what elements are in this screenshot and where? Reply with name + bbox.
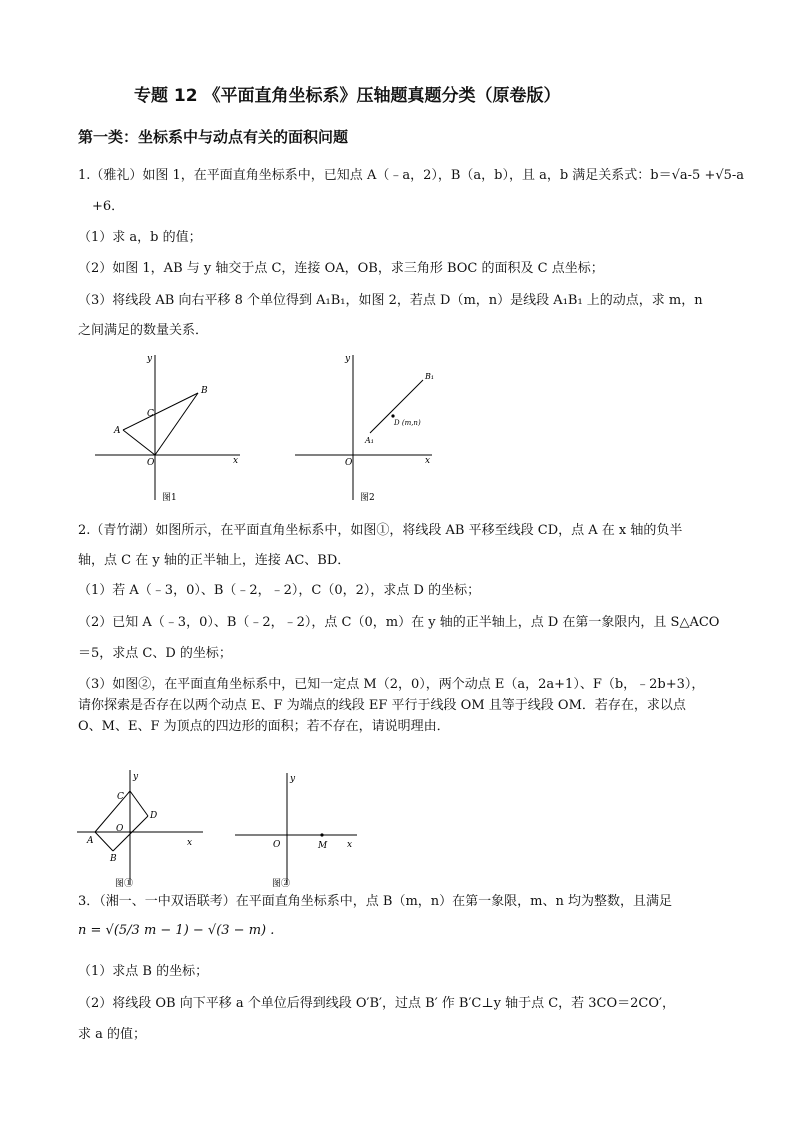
q2-part3: （3）如图②，在平面直角坐标系中，已知一定点 M（2，0），两个动点 E（a，2a+1）、F（b，﹣2b+3）， xyxy=(78,677,705,692)
q1-part1: （1）求 a，b 的值； xyxy=(78,230,202,245)
fig-q2b-caption: 图② xyxy=(272,879,291,889)
q3-part1: （1）求点 B 的坐标； xyxy=(78,964,209,979)
fig-q2a-x-label: x xyxy=(187,838,193,848)
q2-part3-cont1: 请你探索是否存在以两个动点 E、F 为端点的线段 EF 平行于线段 OM 且等于线段 OM．若存在，求以点 xyxy=(78,698,686,713)
q3-stem: 3．（湘一、一中双语联考）在平面直角坐标系中，点 B（m，n）在第一象限，m、n 均为整数，且满足 xyxy=(78,894,672,909)
fig-q2a-b-label: B xyxy=(110,854,117,864)
fig2-o-label: O xyxy=(345,458,353,468)
q1-stem-cont: +6． xyxy=(92,199,125,214)
fig-q2a-d-label: D xyxy=(150,811,158,821)
fig2-a1-label: A₁ xyxy=(365,436,374,445)
fig-q2b-x-label: x xyxy=(347,840,353,850)
q1-figure-2 xyxy=(290,345,450,505)
fig1-c-label: C xyxy=(147,409,154,419)
q1-part3: （3）将线段 AB 向右平移 8 个单位得到 A₁B₁，如图 2，若点 D（m，n）是线段 A₁B₁ 上的动点，求 m，n xyxy=(78,293,703,308)
q1-part3-cont: 之间满足的数量关系． xyxy=(78,323,209,338)
fig-q2b-y-label: y xyxy=(290,774,296,784)
q2-stem: 2.（青竹湖）如图所示，在平面直角坐标系中，如图①，将线段 AB 平移至线段 CD，点 A 在 x 轴的负半 xyxy=(78,523,683,538)
q2-figure-1 xyxy=(75,765,215,890)
fig1-o-label: O xyxy=(147,458,155,468)
fig-q2b-m-label: M xyxy=(318,841,328,851)
fig1-b-label: B xyxy=(201,386,208,396)
section-heading: 第一类：坐标系中与动点有关的面积问题 xyxy=(78,128,349,146)
page-title: 专题 12 《平面直角坐标系》压轴题真题分类（原卷版） xyxy=(134,86,561,106)
q1-figure-1 xyxy=(90,345,250,505)
fig-q2a-caption: 图① xyxy=(115,879,134,889)
fig-q2a-a-label: A xyxy=(87,836,94,846)
q3-part2-cont: 求 a 的值； xyxy=(78,1027,147,1042)
fig-q2a-y-label: y xyxy=(133,772,139,782)
fig2-x-label: x xyxy=(425,456,431,466)
fig1-caption: 图1 xyxy=(162,493,177,503)
fig-q2b-o-label: O xyxy=(273,840,281,850)
q2-part2-cont: ＝5，求点 C、D 的坐标； xyxy=(78,646,232,661)
q2-part3-cont2: O、M、E、F 为顶点的四边形的面积；若不存在，请说明理由． xyxy=(78,719,450,734)
q2-part2: （2）已知 A（﹣3，0）、B（﹣2，﹣2），点 C（0，m）在 y 轴的正半轴上，点 D 在第一象限内，且 S△ACO xyxy=(78,615,720,630)
fig-q2a-o-label: O xyxy=(116,824,124,834)
q3-formula: n = √(5/3 m − 1) − √(3 − m) . xyxy=(78,923,275,938)
q2-stem-cont: 轴，点 C 在 y 轴的正半轴上，连接 AC、BD． xyxy=(78,553,351,568)
q2-figure-2 xyxy=(232,765,372,890)
q3-part2: （2）将线段 OB 向下平移 a 个单位后得到线段 O′B′，过点 B′ 作 B′C⊥y 轴于点 C，若 3CO＝2CO′， xyxy=(78,996,675,1011)
q1-stem: 1.（雅礼）如图 1，在平面直角坐标系中，已知点 A（﹣a，2），B（a，b），且 a，b 满足关系式：b＝√a-5 +√5-a xyxy=(78,168,745,183)
fig1-a-label: A xyxy=(114,426,121,436)
fig2-caption: 图2 xyxy=(360,493,375,503)
fig2-d-label: D (m,n) xyxy=(394,419,421,427)
fig1-x-label: x xyxy=(233,456,239,466)
fig1-y-label: y xyxy=(147,354,153,364)
q1-part2: （2）如图 1，AB 与 y 轴交于点 C，连接 OA，OB，求三角形 BOC 的面积及 C 点坐标； xyxy=(78,261,604,276)
fig2-b1-label: B₁ xyxy=(425,372,435,381)
fig-q2a-c-label: C xyxy=(117,792,124,802)
q2-part1: （1）若 A（﹣3，0）、B（﹣2，﹣2），C（0，2），求点 D 的坐标； xyxy=(78,583,481,598)
fig2-y-label: y xyxy=(345,354,351,364)
